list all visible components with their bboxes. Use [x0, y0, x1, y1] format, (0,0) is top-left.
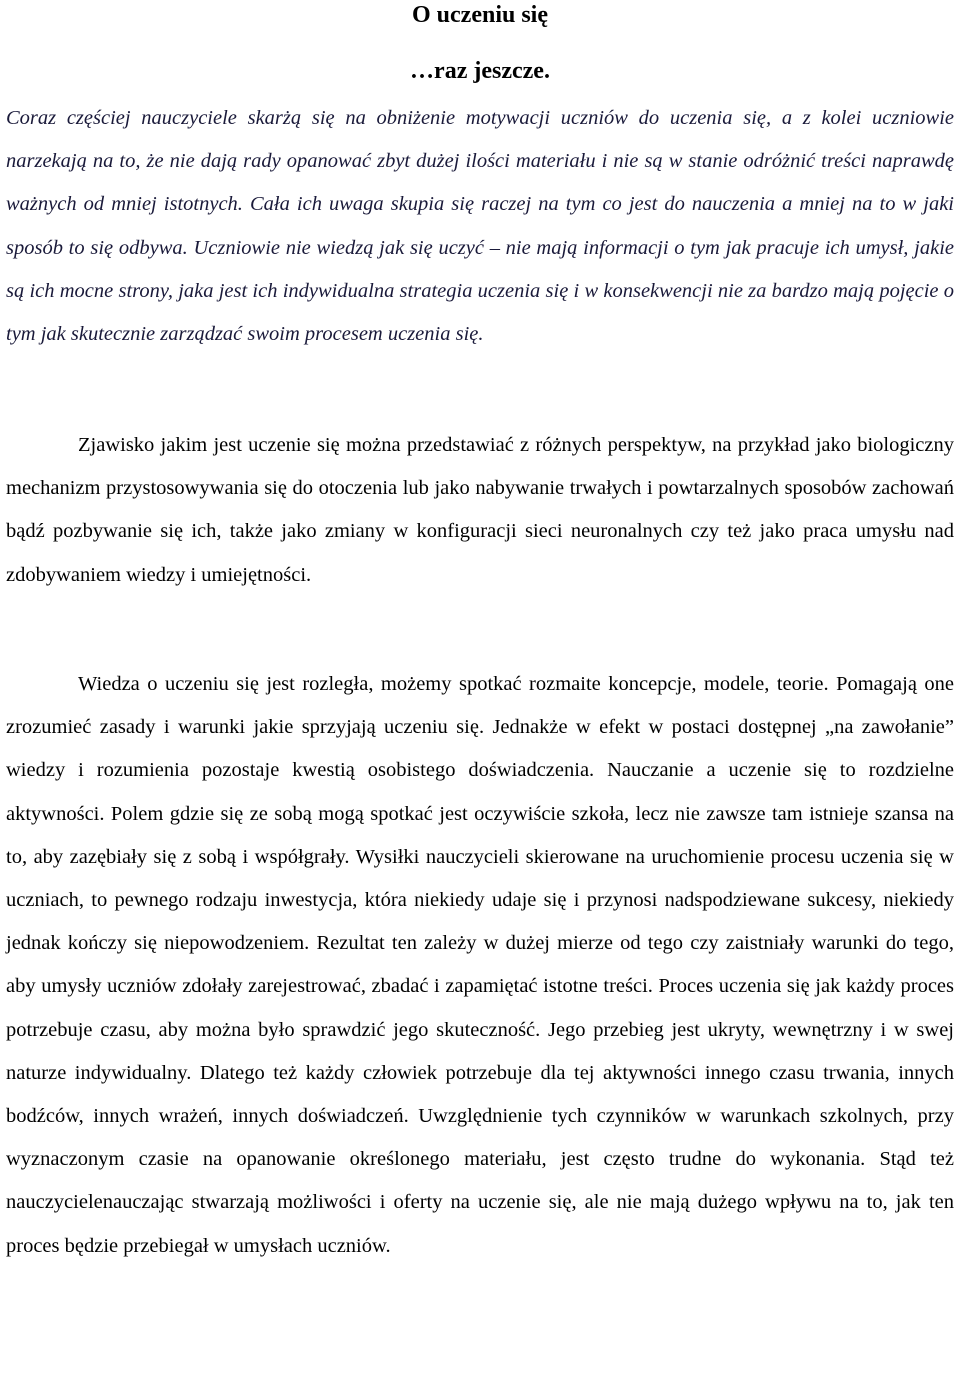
document-subtitle: …raz jeszcze. — [410, 58, 550, 84]
paragraph-intro-text: Coraz częściej nauczyciele skarżą się na obniżenie motywacji uczniów do uczenia się, a z kolei uczniowie narzekają na to, że nie dają rady opanować zbyt dużej ilości materiału i nie są w stanie odróżnić treści naprawdę ważnych od mniej istotnych. Cała ich uwaga skupia się raczej na tym co jest do nauczenia a mniej na to w jaki sposób to się odbywa. Uczniowie nie wiedzą jak się uczyć – nie mają informacji o tym jak pracuje ich umysł, jakie są ich mocne strony, jaka jest ich indywidualna strategia uczenia się i w konsekwencji nie za bardzo mają pojęcie o tym jak skutecznie zarządzać swoim procesem uczenia się. — [6, 107, 954, 346]
document-title: O uczeniu się — [412, 2, 548, 28]
paragraph-perspectives: Zjawisko jakim jest uczenie się można przedstawiać z różnych perspektyw, na przykład jako biologiczny mechanizm przystosowywania się do otoczenia lub jako nabywanie trwałych i powtarzalnych sposobów zachowań bądź pozbywanie się ich, także jako zmiany w konfiguracji sieci neuronalnych czy też jako praca umysłu nad zdobywaniem wiedzy i umiejętności. — [6, 434, 954, 586]
paragraph-intro — [6, 97, 954, 356]
paragraph-knowledge: Wiedza o uczeniu się jest rozległa, możemy spotkać rozmaite koncepcje, modele, teorie. Pomagają one zrozumieć zasady i warunki jakie sprzyjają uczeniu się. Jednakże w efekt w postaci dostępnej „na zawołanie” wiedzy i rozumienia pozostaje kwestią osobistego doświadczenia. Nauczanie a uczenie się to rozdzielne aktywności. Polem gdzie się ze sobą mogą spotkać jest oczywiście szkoła, lecz nie zawsze tam istnieje szansa na to, aby zazębiały się z sobą i współgrały. Wysiłki nauczycieli skierowane na uruchomienie procesu uczenia się w uczniach, to pewnego rodzaju inwestycja, która niekiedy udaje się i przynosi nadspodziewane sukcesy, niekiedy jednak kończy się niepowodzeniem. Rezultat ten zależy w dużej mierze od tego czy zaistniały warunki do tego, aby umysły uczniów zdołały zarejestrować, zbadać i zapamiętać istotne treści. Proces uczenia się jak każdy proces potrzebuje czasu, aby można było sprawdzić jego skuteczność. Jego przebieg jest ukryty, wewnętrzny i w swej naturze indywidualny. Dlatego też każdy człowiek potrzebuje dla tej aktywności innego czasu trwania, innych bodźców, innych wrażeń, innych doświadczeń. Uwzględnienie tych czynników w warunkach szkolnych, przy wyznaczonym czasie na opanowanie określonego materiału, jest często trudne do wykonania. Stąd też nauczycielenauczając stwarzają możliwości i oferty na uczenie się, ale nie mają dużego wpływu na to, jak ten proces będzie przebiegał w umysłach uczniów. — [6, 673, 954, 1257]
